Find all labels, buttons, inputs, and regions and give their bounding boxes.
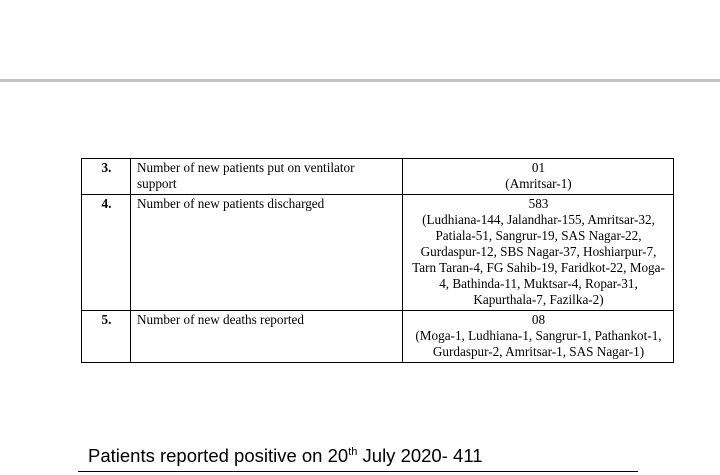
table-row — [82, 159, 674, 195]
serial-number: 3. — [82, 159, 131, 195]
row-description: Number of new patients put on ventilator support — [131, 159, 403, 195]
row-count: 583 — [528, 196, 549, 211]
row-description: Number of new patients discharged — [131, 195, 403, 311]
row-details: (Moga-1, Ludhiana-1, Sangrur-1, Pathankot-1, Gurdaspur-2, Amritsar-1, SAS Nagar-1) — [415, 328, 662, 359]
heading-suffix: July 2020- 411 — [357, 445, 483, 466]
page-separator-line — [0, 79, 720, 82]
row-count: 01 — [531, 160, 546, 175]
row-details: (Ludhiana-144, Jalandhar-155, Amritsar-32, Patiala-51, Sangrur-19, SAS Nagar-22, Gurdaspur-12, SBS Nagar-37, Hoshiarpur-7, Tarn Taran-4, FG Sahib-19, Faridkot-22, Moga-4, Bathinda-11, Muktsar-4, Ropar-31, Kapurthala-7, Fazilka-2) — [412, 212, 665, 307]
row-description: Number of new deaths reported — [131, 311, 403, 363]
serial-number: 5. — [82, 311, 131, 363]
row-details: (Amritsar-1) — [505, 176, 572, 191]
serial-number: 4. — [82, 195, 131, 311]
table-row — [82, 195, 674, 311]
table-row — [82, 311, 674, 363]
covid-bulletin-table — [81, 158, 674, 363]
row-value — [403, 195, 674, 311]
heading-underline — [78, 471, 638, 472]
row-value — [403, 311, 674, 363]
positive-cases-heading — [88, 445, 483, 467]
heading-prefix: Patients reported positive on 20 — [88, 445, 349, 466]
heading-ordinal-suffix: th — [348, 446, 358, 458]
row-value — [403, 159, 674, 195]
row-count: 08 — [531, 312, 546, 327]
